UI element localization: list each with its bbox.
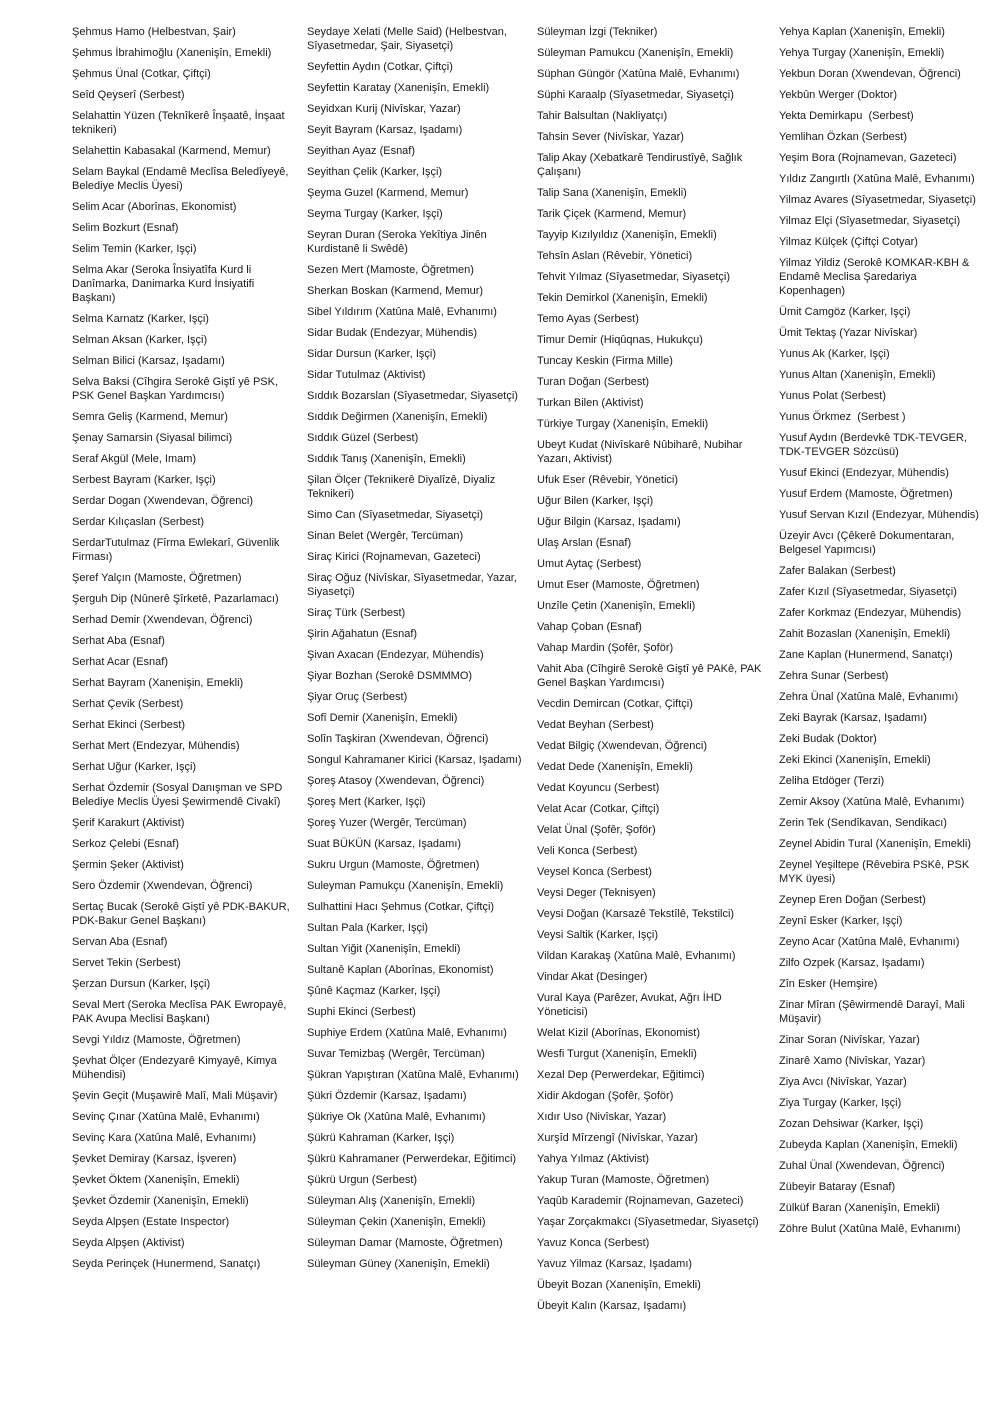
person-entry: Ümit Camgöz (Karker, Işçi)	[779, 306, 911, 318]
person-entry: Yeşim Bora (Rojnamevan, Gazeteci)	[779, 152, 957, 164]
person-entry: Zubeyda Kaplan (Xanenişîn, Emekli)	[779, 1139, 958, 1151]
person-entry: Süleyman Damar (Mamoste, Öğretmen)	[307, 1237, 503, 1249]
person-entry: Ufuk Eser (Rêvebir, Yönetici)	[537, 474, 679, 486]
person-entry: Simo Can (Sîyasetmedar, Siyasetçi)	[307, 509, 484, 521]
person-entry: Zehra Ünal (Xatûna Malê, Evhanımı)	[779, 691, 959, 703]
person-entry: Şerzan Dursun (Karker, Işçi)	[72, 978, 211, 990]
person-entry: Şehmus İbrahimoğlu (Xanenişîn, Emekli)	[72, 47, 272, 59]
person-entry: Şükrü Urgun (Serbest)	[307, 1174, 418, 1186]
person-entry: Zöhre Bulut (Xatûna Malê, Evhanımı)	[779, 1223, 961, 1235]
person-entry: Ulaş Arslan (Esnaf)	[537, 537, 632, 549]
person-entry: Şoreş Mert (Karker, Işçi)	[307, 796, 426, 808]
person-entry: Zane Kaplan (Hunermend, Sanatçı)	[779, 649, 953, 661]
person-entry: Şeyma Guzel (Karmend, Memur)	[307, 187, 469, 199]
person-entry: Ümit Tektaş (Yazar Nivîskar)	[779, 327, 918, 339]
person-entry: Tayyip Kızılyıldız (Xanenişîn, Emekli)	[537, 229, 717, 241]
person-entry: Serhat Acar (Esnaf)	[72, 656, 168, 668]
person-entry: Sevinç Kara (Xatûna Malê, Evhanımı)	[72, 1132, 257, 1144]
person-entry: Serhat Özdemir (Sosyal Danışman ve SPD Belediye Meclis Üyesi Şewirmendê Civakî)	[72, 782, 286, 808]
person-entry: Sulhattini Hacı Şehmus (Cotkar, Çiftçi)	[307, 901, 495, 913]
person-entry: Zinar Mîran (Şêwirmendê Darayî, Mali Müşavir)	[779, 999, 968, 1025]
person-entry: Zafer Korkmaz (Endezyar, Mühendis)	[779, 607, 962, 619]
name-column-3	[537, 25, 779, 1320]
person-entry: Şivan Axacan (Endezyar, Mühendis)	[307, 649, 484, 661]
person-entry: Sevinç Çınar (Xatûna Malê, Evhanımı)	[72, 1111, 260, 1123]
person-entry: SerdarTutulmaz (Fîrma Ewlekarî, Güvenlik Firması)	[72, 537, 283, 563]
person-entry: Vedat Beyhan (Serbest)	[537, 719, 654, 731]
person-entry: Xezal Dep (Perwerdekar, Eğitimci)	[537, 1069, 705, 1081]
person-entry: Serhad Demir (Xwendevan, Öğrenci)	[72, 614, 253, 626]
person-entry: Serhat Ekinci (Serbest)	[72, 719, 186, 731]
person-entry: Ubeyt Kudat (Nivîskarê Nûbiharê, Nubihar Yazarı, Aktivist)	[537, 439, 746, 465]
person-entry: Tahir Balsultan (Nakliyatçı)	[537, 110, 668, 122]
person-entry: Serhat Mert (Endezyar, Mühendis)	[72, 740, 240, 752]
person-entry: Wesfi Turgut (Xanenişîn, Emekli)	[537, 1048, 697, 1060]
person-entry: Seyda Alpşen (Aktivist)	[72, 1237, 185, 1249]
person-entry: Zozan Dehsiwar (Karker, Işçi)	[779, 1118, 924, 1130]
person-entry: Talip Akay (Xebatkarê Tendirustîyê, Sağlık Çalışanı)	[537, 152, 746, 178]
person-entry: Şoreş Atasoy (Xwendevan, Öğrenci)	[307, 775, 485, 787]
person-entry: Zehra Sunar (Serbest)	[779, 670, 889, 682]
person-entry: Serhat Aba (Esnaf)	[72, 635, 165, 647]
person-entry: Yilmaz Elçi (Sîyasetmedar, Siyasetçi)	[779, 215, 961, 227]
person-entry: Velat Acar (Cotkar, Çiftçi)	[537, 803, 660, 815]
person-entry: Seyidxan Kurij (Nivîskar, Yazar)	[307, 103, 461, 115]
person-entry: Şiyar Bozhan (Serokê DSMMMO)	[307, 670, 473, 682]
person-entry: Yavuz Konca (Serbest)	[537, 1237, 650, 1249]
person-entry: Sherkan Boskan (Karmend, Memur)	[307, 285, 484, 297]
person-entry: Sultan Pala (Karker, Işçi)	[307, 922, 429, 934]
person-entry: Süphi Karaalp (Sîyasetmedar, Siyasetçi)	[537, 89, 734, 101]
person-entry: Zafer Kızıl (Sîyasetmedar, Siyasetçi)	[779, 586, 957, 598]
person-entry: Veysi Doğan (Karsazê Tekstîlê, Tekstilci)	[537, 908, 735, 920]
person-entry: Semra Geliş (Karmend, Memur)	[72, 411, 228, 423]
person-entry: Servan Aba (Esnaf)	[72, 936, 168, 948]
person-entry: Serhat Çevik (Serbest)	[72, 698, 184, 710]
person-entry: Seyda Alpşen (Estate Inspector)	[72, 1216, 230, 1228]
person-entry: Vedat Koyuncu (Serbest)	[537, 782, 660, 794]
person-entry: Sıddık Güzel (Serbest)	[307, 432, 419, 444]
person-entry: Veysi Saltik (Karker, Işçi)	[537, 929, 659, 941]
person-entry: Vildan Karakaş (Xatûna Malê, Evhanımı)	[537, 950, 736, 962]
person-entry: Seydaye Xelati (Melle Said) (Helbestvan, Sîyasetmedar, Şair, Siyasetçi)	[307, 26, 510, 52]
name-column-1	[72, 25, 307, 1278]
person-entry: Zîn Esker (Hemşire)	[779, 978, 878, 990]
person-entry: Sidar Tutulmaz (Aktivist)	[307, 369, 426, 381]
person-entry: Türkiye Turgay (Xanenişîn, Emekli)	[537, 418, 709, 430]
name-column-4	[779, 25, 992, 1243]
person-entry: Şevket Demiray (Karsaz, İşveren)	[72, 1153, 237, 1165]
person-entry: Yilmaz Yildiz (Serokê KOMKAR-KBH & Endamê Meclisa Şaredariya Kopenhagen)	[779, 257, 973, 297]
person-entry: Süleyman Güney (Xanenişîn, Emekli)	[307, 1258, 490, 1270]
person-entry: Sukru Urgun (Mamoste, Öğretmen)	[307, 859, 480, 871]
person-entry: Süleyman Çekin (Xanenişîn, Emekli)	[307, 1216, 486, 1228]
person-entry: Yekbun Doran (Xwendevan, Öğrenci)	[779, 68, 961, 80]
person-entry: Suvar Temizbaş (Wergêr, Tercüman)	[307, 1048, 485, 1060]
person-entry: Ziya Turgay (Karker, Işçi)	[779, 1097, 902, 1109]
person-entry: Servet Tekin (Serbest)	[72, 957, 181, 969]
person-entry: Serbest Bayram (Karker, Işçi)	[72, 474, 216, 486]
person-entry: Zeki Ekinci (Xanenişîn, Emekli)	[779, 754, 931, 766]
person-entry: Selim Acar (Aborînas, Ekonomist)	[72, 201, 237, 213]
person-entry: Yehya Turgay (Xanenişîn, Emekli)	[779, 47, 945, 59]
person-entry: Sıddık Değirmen (Xanenişîn, Emekli)	[307, 411, 488, 423]
person-entry: Turan Doğan (Serbest)	[537, 376, 650, 388]
person-entry: Zübeyir Bataray (Esnaf)	[779, 1181, 896, 1193]
person-entry: Tehvit Yılmaz (Sîyasetmedar, Siyasetçi)	[537, 271, 730, 283]
person-entry: Sidar Dursun (Karker, Işçi)	[307, 348, 436, 360]
person-entry: Serhat Uğur (Karker, Işçi)	[72, 761, 197, 773]
person-entry: Xidir Akdogan (Şofêr, Şoför)	[537, 1090, 674, 1102]
person-entry: Seyit Bayram (Karsaz, Işadamı)	[307, 124, 463, 136]
person-entry: Şükrü Kahraman (Karker, Işçi)	[307, 1132, 455, 1144]
person-entry: Zuhal Ünal (Xwendevan, Öğrenci)	[779, 1160, 945, 1172]
person-entry: Şevket Öktem (Xanenişîn, Emekli)	[72, 1174, 240, 1186]
person-entry: Zafer Balakan (Serbest)	[779, 565, 896, 577]
person-entry: Şehmus Hamo (Helbestvan, Şair)	[72, 26, 236, 38]
person-entry: Sofî Demir (Xanenişîn, Emekli)	[307, 712, 458, 724]
person-entry: Xurşîd Mîrzengî (Nivîskar, Yazar)	[537, 1132, 698, 1144]
person-entry: Zülküf Baran (Xanenişîn, Emekli)	[779, 1202, 940, 1214]
person-entry: Şevhat Ölçer (Endezyarê Kimyayê, Kimya Mühendisi)	[72, 1055, 280, 1081]
person-entry: Vahap Çoban (Esnaf)	[537, 621, 642, 633]
person-entry: Sidar Budak (Endezyar, Mühendis)	[307, 327, 477, 339]
person-entry: Yakup Turan (Mamoste, Öğretmen)	[537, 1174, 710, 1186]
person-entry: Selman Aksan (Karker, Işçi)	[72, 334, 208, 346]
person-entry: Zeliha Etdöger (Terzi)	[779, 775, 885, 787]
person-entry: Sıddık Tanış (Xanenişîn, Emekli)	[307, 453, 466, 465]
person-entry: Turkan Bilen (Aktivist)	[537, 397, 644, 409]
person-entry: Şerif Karakurt (Aktivist)	[72, 817, 185, 829]
person-entry: Zemir Aksoy (Xatûna Malê, Evhanımı)	[779, 796, 965, 808]
person-entry: Vedat Bilgiç (Xwendevan, Öğrenci)	[537, 740, 707, 752]
person-entry: Şükran Yapıştıran (Xatûna Malê, Evhanımı)	[307, 1069, 519, 1081]
person-entry: Sertaç Bucak (Serokê Giştî yê PDK-BAKUR, PDK-Bakur Genel Başkanı)	[72, 901, 293, 927]
person-entry: Zeki Budak (Doktor)	[779, 733, 877, 745]
person-entry: Suleyman Pamukçu (Xanenişîn, Emekli)	[307, 880, 504, 892]
person-entry: Tekin Demirkol (Xanenişîn, Emekli)	[537, 292, 708, 304]
person-entry: Vural Kaya (Parêzer, Avukat, Ağrı İHD Yöneticisi)	[537, 992, 725, 1018]
person-entry: Seraf Akgül (Mele, Imam)	[72, 453, 197, 465]
person-entry: Zeki Bayrak (Karsaz, Işadamı)	[779, 712, 927, 724]
person-entry: Xıdır Uso (Nivîskar, Yazar)	[537, 1111, 667, 1123]
person-entry: Yunus Altan (Xanenişîn, Emekli)	[779, 369, 936, 381]
person-entry: Şoreş Yuzer (Wergêr, Tercüman)	[307, 817, 467, 829]
person-entry: Suphiye Erdem (Xatûna Malê, Evhanımı)	[307, 1027, 507, 1039]
person-entry: Şenay Samarsin (Siyasal bilimci)	[72, 432, 233, 444]
person-entry: Şükri Özdemir (Karsaz, Işadamı)	[307, 1090, 467, 1102]
person-entry: Selma Akar (Seroka Însiyatîfa Kurd li Danîmarka, Danimarka Kurd İnsiyatifi Başkanı)	[72, 264, 258, 304]
person-entry: Şehmus Ünal (Cotkar, Çiftçi)	[72, 68, 211, 80]
person-entry: Zeynel Yeşiltepe (Rêvebira PSKê, PSK MYK üyesi)	[779, 859, 973, 885]
person-entry: Veli Konca (Serbest)	[537, 845, 638, 857]
person-entry: Şeref Yalçın (Mamoste, Öğretmen)	[72, 572, 242, 584]
person-entry: Yilmaz Külçek (Çiftçi Cotyar)	[779, 236, 918, 248]
person-entry: Vahap Mardin (Şofêr, Şoför)	[537, 642, 674, 654]
person-entry: Siraç Türk (Serbest)	[307, 607, 406, 619]
person-entry: Serdar Kılıçaslan (Serbest)	[72, 516, 205, 528]
person-entry: Şûnê Kaçmaz (Karker, Işçi)	[307, 985, 441, 997]
person-entry: Sezen Mert (Mamoste, Öğretmen)	[307, 264, 474, 276]
person-entry: Yaşar Zorçakmakcı (Sîyasetmedar, Siyasetçi)	[537, 1216, 759, 1228]
person-entry: Siraç Kirici (Rojnamevan, Gazeteci)	[307, 551, 481, 563]
person-entry: Ziya Avcı (Nivîskar, Yazar)	[779, 1076, 907, 1088]
person-entry: Talip Sana (Xanenişîn, Emekli)	[537, 187, 687, 199]
person-entry: Unzîle Çetin (Xanenişîn, Emekli)	[537, 600, 696, 612]
person-entry: Zeynel Abidin Tural (Xanenişîn, Emekli)	[779, 838, 971, 850]
person-entry: Yunus Örkmez (Serbest )	[779, 411, 906, 423]
person-entry: Vindar Akat (Desinger)	[537, 971, 648, 983]
person-entry: Tarik Çiçek (Karmend, Memur)	[537, 208, 687, 220]
person-entry: Şermin Şeker (Aktivist)	[72, 859, 184, 871]
person-entry: Şiyar Oruç (Serbest)	[307, 691, 408, 703]
person-entry: Yunus Ak (Karker, Işçi)	[779, 348, 890, 360]
person-entry: Serkoz Çelebi (Esnaf)	[72, 838, 179, 850]
person-entry: Uğur Bilgin (Karsaz, Işadamı)	[537, 516, 681, 528]
person-entry: Temo Ayas (Serbest)	[537, 313, 639, 325]
person-entry: Siraç Oğuz (Nivîskar, Sîyasetmedar, Yazar, Siyasetçi)	[307, 572, 520, 598]
person-entry: Selva Baksi (Cîhgira Serokê Giştî yê PSK, PSK Genel Başkan Yardımcısı)	[72, 376, 282, 402]
person-entry: Yaqûb Karademir (Rojnamevan, Gazeteci)	[537, 1195, 744, 1207]
person-entry: Veysel Konca (Serbest)	[537, 866, 652, 878]
person-entry: Selma Karnatz (Karker, Işçi)	[72, 313, 209, 325]
person-entry: Übeyit Kalın (Karsaz, Işadamı)	[537, 1300, 687, 1312]
name-column-2	[307, 25, 537, 1278]
person-entry: Velat Ünal (Şofêr, Şoför)	[537, 824, 656, 836]
person-entry: Yusuf Servan Kızıl (Endezyar, Mühendis)	[779, 509, 979, 521]
person-entry: Seyma Turgay (Karker, Işçi)	[307, 208, 443, 220]
person-entry: Yehya Kaplan (Xanenişîn, Emekli)	[779, 26, 945, 38]
person-entry: Yekbûn Werger (Doktor)	[779, 89, 897, 101]
person-entry: Vahit Aba (Cîhgirê Serokê Giştî yê PAKê, PAK Genel Başkan Yardımcısı)	[537, 663, 765, 689]
person-entry: Übeyit Bozan (Xanenişîn, Emekli)	[537, 1279, 701, 1291]
person-entry: Zeynep Eren Doğan (Serbest)	[779, 894, 926, 906]
person-entry: Umut Aytaç (Serbest)	[537, 558, 642, 570]
person-entry: Suphi Ekinci (Serbest)	[307, 1006, 416, 1018]
person-entry: Şerguh Dip (Nûnerê Şîrketê, Pazarlamacı)	[72, 593, 279, 605]
person-entry: Selman Bilici (Karsaz, Işadamı)	[72, 355, 225, 367]
person-entry: Vedat Dede (Xanenişîn, Emekli)	[537, 761, 693, 773]
person-entry: Yusuf Ekinci (Endezyar, Mühendis)	[779, 467, 949, 479]
person-entry: Sinan Belet (Wergêr, Tercüman)	[307, 530, 464, 542]
person-entry: Selahettin Kabasakal (Karmend, Memur)	[72, 145, 271, 157]
person-entry: Songul Kahramaner Kirici (Karsaz, Işadamı)	[307, 754, 522, 766]
person-entry: Yunus Polat (Serbest)	[779, 390, 887, 402]
person-entry: Zilfo Ozpek (Karsaz, Işadamı)	[779, 957, 925, 969]
person-entry: Suat BÜKÜN (Karsaz, Işadamı)	[307, 838, 462, 850]
person-entry: Zeynî Esker (Karker, Işçi)	[779, 915, 903, 927]
person-entry: Zeyno Acar (Xatûna Malê, Evhanımı)	[779, 936, 960, 948]
person-entry: Yahya Yılmaz (Aktivist)	[537, 1153, 650, 1165]
person-entry: Süleyman Pamukcu (Xanenişîn, Emekli)	[537, 47, 734, 59]
person-entry: Yavuz Yilmaz (Karsaz, Işadamı)	[537, 1258, 693, 1270]
person-entry: Vecdin Demircan (Cotkar, Çiftçi)	[537, 698, 693, 710]
person-entry: Sibel Yıldırım (Xatûna Malê, Evhanımı)	[307, 306, 497, 318]
person-entry: Şükriye Ok (Xatûna Malê, Evhanımı)	[307, 1111, 486, 1123]
person-entry: Uğur Bilen (Karker, Işçi)	[537, 495, 654, 507]
person-entry: Sultan Yiğit (Xanenişîn, Emekli)	[307, 943, 461, 955]
person-entry: Selam Baykal (Endamê Meclîsa Beledîyeyê, Belediye Meclis Üyesi)	[72, 166, 292, 192]
person-entry: Sultanê Kaplan (Aborînas, Ekonomist)	[307, 964, 494, 976]
person-entry: Zinar Soran (Nivîskar, Yazar)	[779, 1034, 920, 1046]
person-entry: Sıddık Bozarslan (Sîyasetmedar, Siyasetçi)	[307, 390, 518, 402]
person-entry: Sero Özdemir (Xwendevan, Öğrenci)	[72, 880, 253, 892]
person-entry: Şilan Ölçer (Teknikerê Diyalîzê, Diyaliz Teknikeri)	[307, 474, 499, 500]
person-entry: Yusuf Aydın (Berdevkê TDK-TEVGER, TDK-TEVGER Sözcüsü)	[779, 432, 970, 458]
person-entry: Sevgi Yıldız (Mamoste, Öğretmen)	[72, 1034, 241, 1046]
person-entry: Yemlihan Özkan (Serbest)	[779, 131, 907, 143]
person-entry: Umut Eser (Mamoste, Öğretmen)	[537, 579, 700, 591]
person-entry: Yekta Demirkapu (Serbest)	[779, 110, 914, 122]
person-entry: Selim Temin (Karker, Işçi)	[72, 243, 197, 255]
person-entry: Serdar Dogan (Xwendevan, Öğrenci)	[72, 495, 253, 507]
person-entry: Yilmaz Avares (Sîyasetmedar, Siyasetçi)	[779, 194, 976, 206]
person-entry: Şevket Özdemir (Xanenişîn, Emekli)	[72, 1195, 249, 1207]
person-entry: Süphan Güngör (Xatûna Malê, Evhanımı)	[537, 68, 740, 80]
person-entry: Seyran Duran (Seroka Yekîtiya Jinên Kurdistanê li Swêdê)	[307, 229, 490, 255]
person-entry: Seyithan Çelik (Karker, Işçi)	[307, 166, 443, 178]
person-entry: Seyithan Ayaz (Esnaf)	[307, 145, 416, 157]
person-entry: Üzeyir Avcı (Çêkerê Dokumentaran, Belgesel Yapımcısı)	[779, 530, 958, 556]
person-entry: Seyfettin Aydın (Cotkar, Çiftçi)	[307, 61, 453, 73]
person-entry: Şirin Ağahatun (Esnaf)	[307, 628, 418, 640]
person-entry: Seval Mert (Seroka Meclîsa PAK Ewropayê, PAK Avupa Meclisi Başkanı)	[72, 999, 290, 1025]
person-entry: Selahattin Yüzen (Teknîkerê Înşaatê, İnşaat teknikeri)	[72, 110, 288, 136]
person-entry: Selim Bozkurt (Esnaf)	[72, 222, 179, 234]
person-entry: Veysi Deger (Teknisyen)	[537, 887, 656, 899]
person-entry: Solîn Taşkiran (Xwendevan, Öğrenci)	[307, 733, 489, 745]
person-entry: Serhat Bayram (Xanenişin, Emekli)	[72, 677, 244, 689]
person-entry: Şevin Geçit (Muşawirê Malî, Mali Müşavir)	[72, 1090, 278, 1102]
person-entry: Tuncay Keskin (Firma Mille)	[537, 355, 673, 367]
person-entry: Şükrü Kahramaner (Perwerdekar, Eğitimci)	[307, 1153, 517, 1165]
person-entry: Zerin Tek (Sendîkavan, Sendikacı)	[779, 817, 947, 829]
person-entry: Yusuf Erdem (Mamoste, Öğretmen)	[779, 488, 953, 500]
person-entry: Seyfettin Karatay (Xanenişîn, Emekli)	[307, 82, 490, 94]
person-entry: Süleyman İzgi (Tekniker)	[537, 26, 658, 38]
person-entry: Tahsin Sever (Nivîskar, Yazar)	[537, 131, 684, 143]
person-entry: Zinarê Xamo (Nivîskar, Yazar)	[779, 1055, 926, 1067]
person-entry: Welat Kizil (Aborînas, Ekonomist)	[537, 1027, 701, 1039]
person-entry: Süleyman Alış (Xanenişîn, Emekli)	[307, 1195, 476, 1207]
person-entry: Timur Demir (Hiqûqnas, Hukukçu)	[537, 334, 703, 346]
person-entry: Seyda Perinçek (Hunermend, Sanatçı)	[72, 1258, 261, 1270]
person-entry: Zahit Bozaslan (Xanenişîn, Emekli)	[779, 628, 951, 640]
person-entry: Yıldız Zangırtlı (Xatûna Malê, Evhanımı)	[779, 173, 975, 185]
person-entry: Seîd Qeyserî (Serbest)	[72, 89, 185, 101]
person-entry: Tehsîn Aslan (Rêvebir, Yönetici)	[537, 250, 693, 262]
